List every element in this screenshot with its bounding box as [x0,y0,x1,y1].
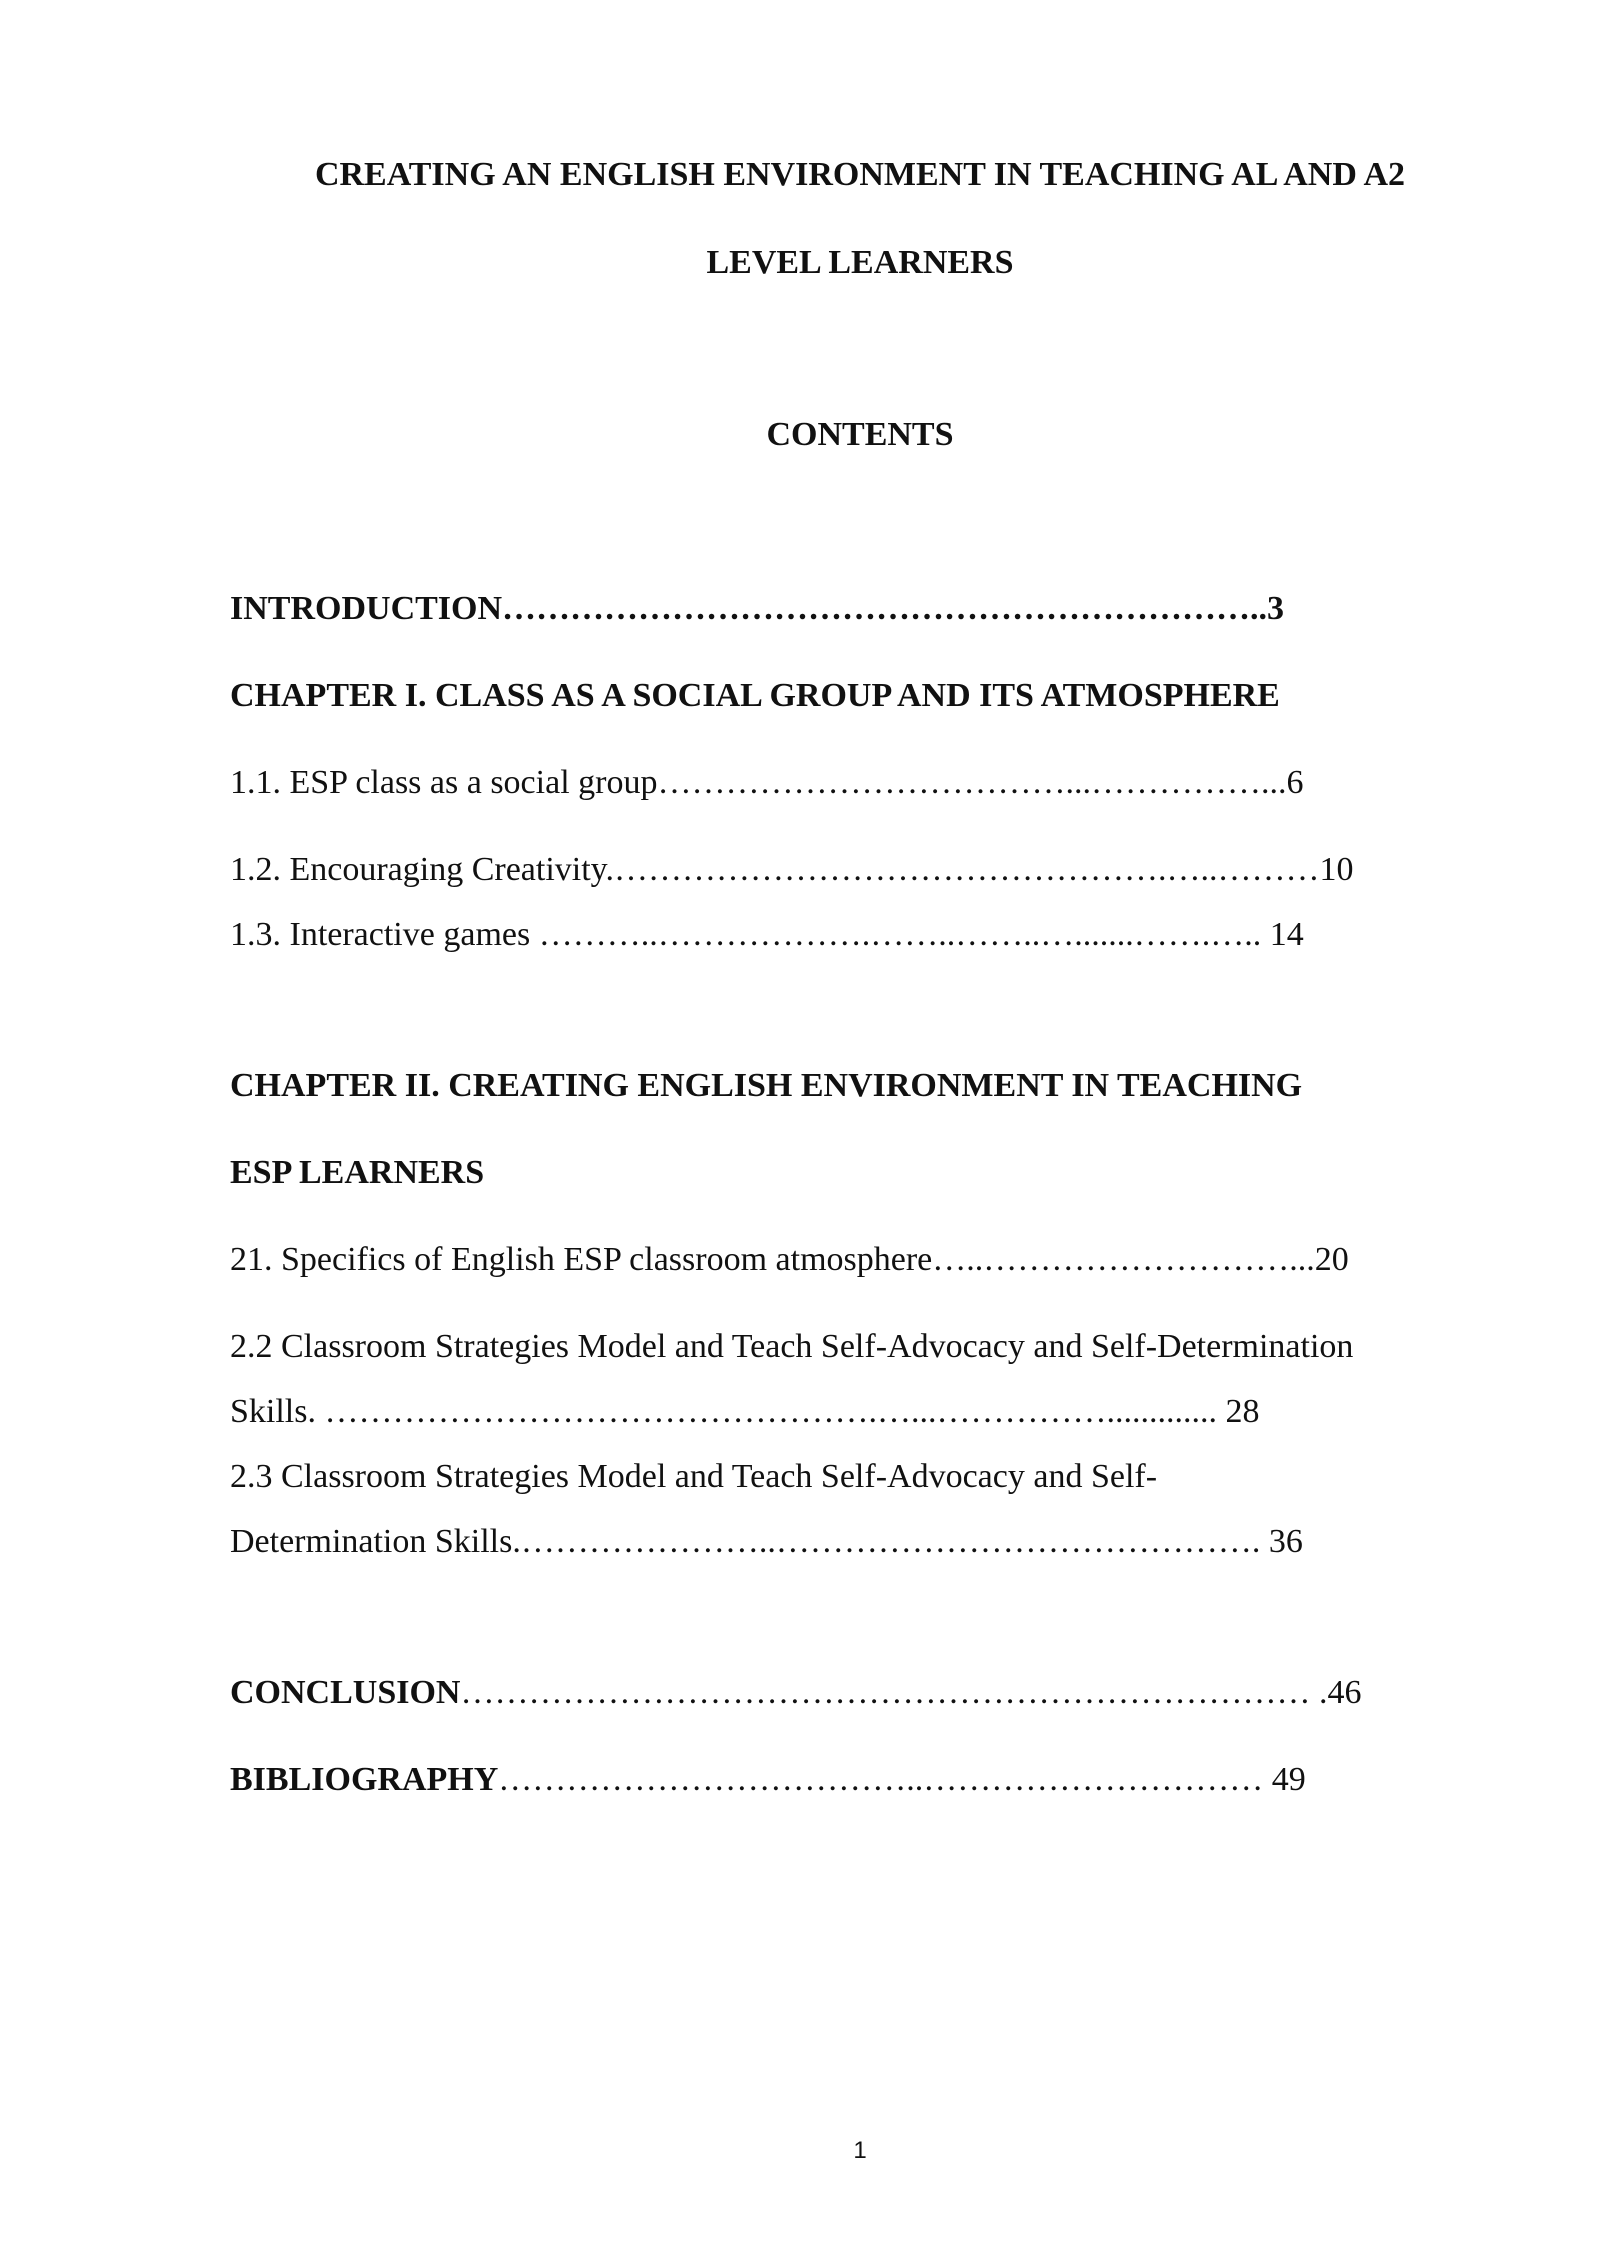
toc-chapter-2-title-line-1: CHAPTER II. CREATING ENGLISH ENVIRONMENT IN TEACHING [230,1067,1303,1104]
document-title-line-2: LEVEL LEARNERS [706,244,1014,281]
toc-entry-1-3: 1.3. Interactive games ………..……………….……..……..….......…….….. 14 [230,916,1304,953]
document-title-line-1: CREATING AN ENGLISH ENVIRONMENT IN TEACHING AL AND A2 [314,156,1406,193]
toc-entry-2-2-line-2: Skills. ………………………………………….…...……………............. 28 [230,1393,1260,1430]
toc-entry-1-1: 1.1. ESP class as a social group………………………………...……………...6 [230,764,1304,801]
toc-conclusion-leader: ………………………………………………………………… .46 [460,1674,1362,1711]
toc-entry-2-3-line-1: 2.3 Classroom Strategies Model and Teach Self-Advocacy and Self- [230,1458,1158,1495]
toc-entry-1-2: 1.2. Encouraging Creativity.………………………………………….…..………10 [230,851,1354,888]
toc-entry-bibliography [230,1760,1306,1800]
toc-bibliography-leader: ………………………………..………………………… 49 [498,1761,1306,1798]
toc-entry-introduction: INTRODUCTION…………………………………………………………..3 [230,590,1285,627]
toc-entry-2-1: 21. Specifics of English ESP classroom atmosphere…..………………………...20 [230,1241,1349,1278]
page-number: 1 [853,2137,867,2164]
toc-chapter-2-title-line-2: ESP LEARNERS [230,1154,485,1191]
toc-bibliography-label: BIBLIOGRAPHY [230,1761,499,1798]
toc-chapter-1-title: CHAPTER I. CLASS AS A SOCIAL GROUP AND ITS ATMOSPHERE [230,677,1280,714]
toc-entry-conclusion [230,1673,1361,1713]
toc-entry-2-2-line-1: 2.2 Classroom Strategies Model and Teach Self-Advocacy and Self-Determination [230,1328,1354,1365]
contents-heading: CONTENTS [766,416,954,453]
toc-conclusion-label: CONCLUSION [230,1674,461,1711]
toc-entry-2-3-line-2: Determination Skills.…………………..……………………………………. 36 [230,1523,1303,1560]
